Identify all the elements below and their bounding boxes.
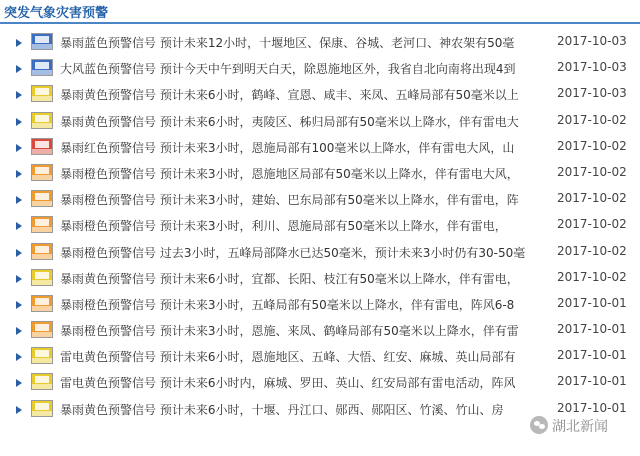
- alert-date: 2017-10-02: [557, 217, 627, 232]
- alert-row[interactable]: [0, 213, 640, 239]
- bullet-arrow-icon: [16, 249, 22, 257]
- blue-warning-icon: [31, 33, 53, 50]
- alert-title-link[interactable]: 暴雨橙色预警信号 预计未来3小时，利川、恩施局部有50毫米以上降水，伴有雷电，: [60, 219, 507, 234]
- alert-date: 2017-10-01: [557, 374, 627, 389]
- section-title: 突发气象灾害预警: [4, 6, 109, 21]
- alert-title-link[interactable]: 雷电黄色预警信号 预计未来6小时，恩施地区、五峰、大悟、红安、麻城、英山局部有: [60, 350, 516, 365]
- alert-date: 2017-10-01: [557, 322, 627, 337]
- yellow-warning-icon: [31, 347, 53, 364]
- alert-title-link[interactable]: 暴雨橙色预警信号 预计未来3小时，建始、巴东局部有50毫米以上降水，伴有雷电，阵: [60, 193, 519, 208]
- yellow-warning-icon: [31, 85, 53, 102]
- orange-warning-icon: [31, 295, 53, 312]
- bullet-arrow-icon: [16, 301, 22, 309]
- yellow-warning-icon: [31, 269, 53, 286]
- alert-title-link[interactable]: 暴雨蓝色预警信号 预计未来12小时，十堰地区、保康、谷城、老河口、神农架有50毫: [60, 36, 515, 50]
- alert-row[interactable]: [0, 30, 640, 56]
- orange-warning-icon: [31, 321, 53, 338]
- watermark-text: 湖北新闻: [552, 419, 608, 435]
- bullet-arrow-icon: [16, 91, 22, 99]
- orange-warning-icon: [31, 243, 53, 260]
- bullet-arrow-icon: [16, 118, 22, 126]
- alert-date: 2017-10-02: [557, 112, 627, 127]
- alert-row[interactable]: [0, 370, 640, 396]
- alert-title-link[interactable]: 大风蓝色预警信号 预计今天中午到明天白天，除恩施地区外，我省自北向南将出现4到: [60, 62, 516, 77]
- alert-date: 2017-10-03: [557, 86, 627, 101]
- alert-title-link[interactable]: 暴雨橙色预警信号 预计未来3小时，恩施地区局部有50毫米以上降水，伴有雷电大风，: [60, 166, 519, 181]
- section-header: [0, 0, 640, 26]
- alert-date: 2017-10-01: [557, 295, 627, 310]
- header-divider: [0, 22, 640, 24]
- alert-row[interactable]: [0, 318, 640, 344]
- alert-row[interactable]: [0, 82, 640, 108]
- alert-date: 2017-10-02: [557, 164, 627, 179]
- bullet-arrow-icon: [16, 196, 22, 204]
- alert-date: 2017-10-01: [557, 348, 627, 363]
- red-warning-icon: [31, 138, 53, 155]
- bullet-arrow-icon: [16, 39, 22, 47]
- alert-date: 2017-10-03: [557, 34, 627, 48]
- yellow-warning-icon: [31, 373, 53, 390]
- alert-row[interactable]: [0, 266, 640, 292]
- bullet-arrow-icon: [16, 406, 22, 414]
- wechat-icon: [530, 416, 548, 434]
- alert-row[interactable]: [0, 187, 640, 213]
- alert-date: 2017-10-03: [557, 60, 627, 75]
- orange-warning-icon: [31, 216, 53, 233]
- alert-date: 2017-10-02: [557, 243, 627, 258]
- yellow-warning-icon: [31, 400, 53, 417]
- alert-list: [0, 30, 640, 423]
- alert-row[interactable]: [0, 135, 640, 161]
- alert-row[interactable]: [0, 56, 640, 82]
- bullet-arrow-icon: [16, 379, 22, 387]
- orange-warning-icon: [31, 190, 53, 207]
- alert-title-link[interactable]: 暴雨红色预警信号 预计未来3小时，恩施局部有100毫米以上降水，伴有雷电大风，山: [60, 140, 515, 155]
- watermark: [530, 414, 640, 436]
- alert-title-link[interactable]: 暴雨黄色预警信号 预计未来6小时，宜都、长阳、枝江有50毫米以上降水，伴有雷电，: [60, 271, 519, 286]
- bullet-arrow-icon: [16, 170, 22, 178]
- bullet-arrow-icon: [16, 275, 22, 283]
- alert-row[interactable]: [0, 292, 640, 318]
- alert-row[interactable]: [0, 161, 640, 187]
- blue-warning-icon: [31, 59, 53, 76]
- alert-title-link[interactable]: 暴雨黄色预警信号 预计未来6小时，鹤峰、宣恩、咸丰、来凤、五峰局部有50毫米以上: [60, 88, 519, 103]
- alert-title-link[interactable]: 雷电黄色预警信号 预计未来6小时内，麻城、罗田、英山、红安局部有雷电活动，阵风: [60, 376, 516, 391]
- alert-title-link[interactable]: 暴雨黄色预警信号 预计未来6小时，夷陵区、秭归局部有50毫米以上降水，伴有雷电大: [60, 114, 519, 129]
- bullet-arrow-icon: [16, 144, 22, 152]
- bullet-arrow-icon: [16, 222, 22, 230]
- alert-title-link[interactable]: 暴雨橙色预警信号 预计未来3小时，恩施、来凤、鹤峰局部有50毫米以上降水，伴有雷: [60, 324, 519, 339]
- alert-date: 2017-10-01: [557, 400, 627, 415]
- alert-date: 2017-10-02: [557, 191, 627, 206]
- alert-title-link[interactable]: 暴雨橙色预警信号 预计未来3小时，五峰局部有50毫米以上降水，伴有雷电，阵风6-8: [60, 297, 515, 312]
- alert-title-link[interactable]: 暴雨橙色预警信号 过去3小时，五峰局部降水已达50毫米，预计未来3小时仍有30-50毫: [60, 245, 526, 260]
- bullet-arrow-icon: [16, 327, 22, 335]
- alert-row[interactable]: [0, 240, 640, 266]
- bullet-arrow-icon: [16, 65, 22, 73]
- bullet-arrow-icon: [16, 353, 22, 361]
- alert-title-link[interactable]: 暴雨黄色预警信号 预计未来6小时，十堰、丹江口、郧西、郧阳区、竹溪、竹山、房: [60, 402, 504, 417]
- alert-date: 2017-10-02: [557, 269, 627, 284]
- alert-date: 2017-10-02: [557, 138, 627, 153]
- alert-row[interactable]: [0, 344, 640, 370]
- alert-row[interactable]: [0, 109, 640, 135]
- orange-warning-icon: [31, 164, 53, 181]
- yellow-warning-icon: [31, 112, 53, 129]
